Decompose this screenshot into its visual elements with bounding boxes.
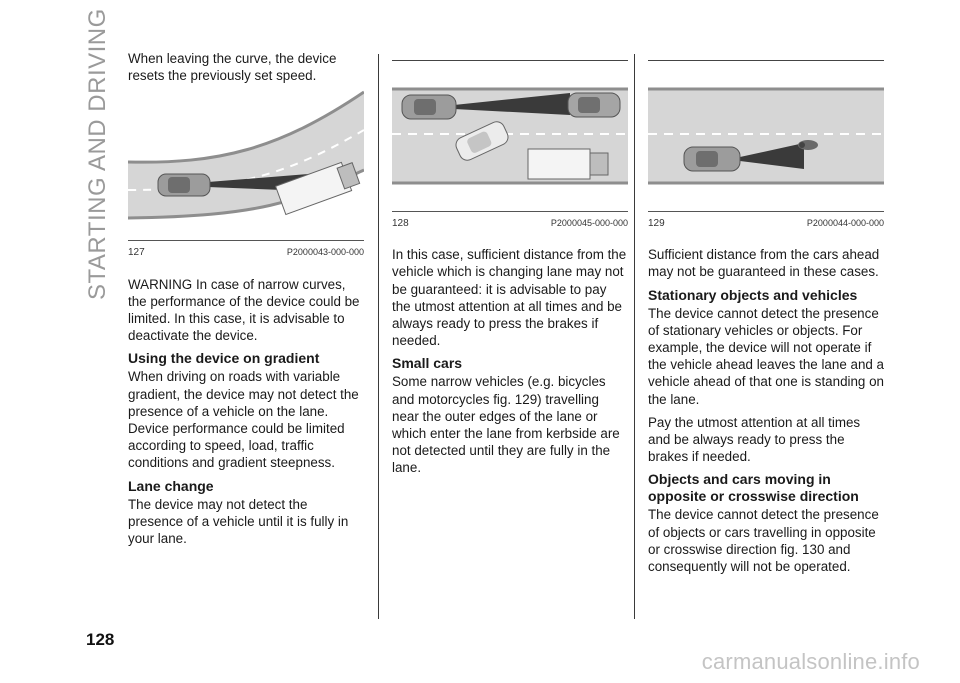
heading-lane-change: Lane change xyxy=(128,477,214,494)
figure-caption xyxy=(648,211,884,232)
column-divider xyxy=(634,54,635,619)
figure-127 xyxy=(128,90,364,261)
heading-small-cars: Small cars xyxy=(392,355,463,372)
small-vehicle-illustration xyxy=(648,61,884,211)
curve-road-illustration xyxy=(128,90,364,240)
figure-number: 127 xyxy=(128,247,145,259)
watermark: carmanualsonline.info xyxy=(701,649,920,674)
warning-paragraph: WARNING In case of narrow curves, the performance of the device could be limited. In this case, it is advisable to deactivate the device. xyxy=(128,276,360,344)
figure-129 xyxy=(648,60,884,232)
heading-opposite-crosswise: Objects and cars moving in opposite or crosswise direction xyxy=(648,471,859,505)
column-2 xyxy=(392,50,628,483)
figure-code: P2000045-000-000 xyxy=(550,218,628,228)
figure-code: P2000044-000-000 xyxy=(806,218,884,228)
attention-paragraph: Pay the utmost attention at all times and be always ready to press the brakes if needed. xyxy=(648,414,861,465)
page-number: 128 xyxy=(86,630,115,649)
stationary-paragraph: The device cannot detect the presence of stationary vehicles or objects. For example, the device will not operate if the vehicle ahead leaves the lane and a vehicle ahead of that one is standing on the lane. xyxy=(648,305,885,407)
lane-change-paragraph: The device may not detect the presence of a vehicle until it is fully in your lane. xyxy=(128,496,349,547)
small-cars-paragraph: Some narrow vehicles (e.g. bicycles and motorcycles fig. 129) travelling near the outer edges of the lane or which enter the lane from kerbside are not detected until they are fully in the lane. xyxy=(392,374,620,476)
figure-caption xyxy=(128,240,364,261)
intro-paragraph: When leaving the curve, the device resets the previously set speed. xyxy=(128,51,337,84)
heading-gradient: Using the device on gradient xyxy=(128,350,320,367)
figure-number: 128 xyxy=(392,218,409,229)
section-title: STARTING AND DRIVING xyxy=(84,8,111,300)
column-1 xyxy=(128,50,364,553)
heading-stationary: Stationary objects and vehicles xyxy=(648,286,858,303)
distance-paragraph: Sufficient distance from the cars ahead may not be guaranteed in these cases. xyxy=(648,247,880,280)
figure-128 xyxy=(392,60,628,232)
opposite-crosswise-paragraph: The device cannot detect the presence of objects or cars travelling in opposite or crosswise direction fig. 130 and consequently will not be operated. xyxy=(648,507,879,575)
lane-change-illustration xyxy=(392,61,628,211)
column-3 xyxy=(648,50,884,581)
gradient-paragraph: When driving on roads with variable gradient, the device may not detect the presence of a vehicle on the lane. Device performance could be limited according to speed, load, traffic conditions and gradient steepness. xyxy=(128,369,359,471)
lane-change-distance-paragraph: In this case, sufficient distance from the vehicle which is changing lane may not be guaranteed: it is advisable to pay the utmost attention at all times and be always ready to press the brakes if needed. xyxy=(392,247,627,349)
figure-number: 129 xyxy=(648,218,665,229)
figure-caption xyxy=(392,211,628,232)
column-divider xyxy=(378,54,379,619)
figure-code: P2000043-000-000 xyxy=(286,247,364,258)
